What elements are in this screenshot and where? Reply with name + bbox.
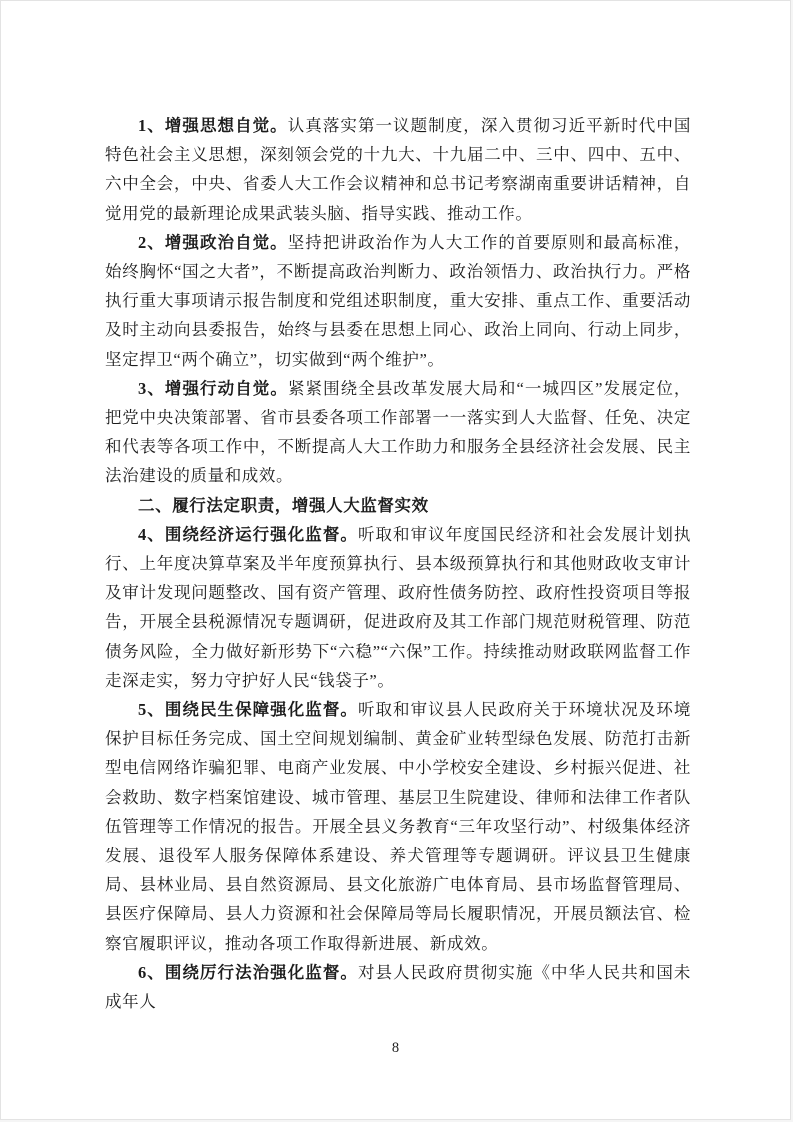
paragraph-5-text: 听取和审议县人民政府关于环境状况及环境保护目标任务完成、国土空间规划编制、黄金矿业转型绿色发展、防范打击新型电信网络诈骗犯罪、电商产业发展、中小学校安全建设、乡村振兴促进、社会救助、数字档案馆建设、城市管理、基层卫生院建设、律师和法律工作者队伍管理等工作情况的报告。开展全县义务教育“三年攻坚行动”、村级集体经济发展、退役军人服务保障体系建设、养犬管理等专题调研。评议县卫生健康局、县林业局、县自然资源局、县文化旅游广电体育局、县市场监督管理局、县医疗保障局、县人力资源和社会保障局等局长履职情况，开展员额法官、检察官履职评议，推动各项工作取得新进展、新成效。 <box>105 700 691 953</box>
paragraph-4-text: 听取和审议年度国民经济和社会发展计划执行、上年度决算草案及半年度预算执行、县本级预算执行和其他财政收支审计及审计发现问题整改、国有资产管理、政府性债务防控、政府性投资项目等报告，开展全县税源情况专题调研，促进政府及其工作部门规范财税管理、防范债务风险，全力做好新形势下“六稳”“六保”工作。持续推动财政联网监督工作走深走实，努力守护好人民“钱袋子”。 <box>105 524 691 690</box>
section-heading-2: 二、履行法定职责，增强人大监督实效 <box>138 495 429 515</box>
paragraph-3-lead: 3、增强行动自觉。 <box>138 378 288 398</box>
paragraph-5 <box>105 695 691 958</box>
paragraph-6 <box>105 958 691 1016</box>
paragraph-4-lead: 4、围绕经济运行强化监督。 <box>138 524 358 544</box>
paragraph-2 <box>105 228 691 374</box>
paragraph-3-text: 紧紧围绕全县改革发展大局和“一城四区”发展定位，把党中央决策部署、省市县委各项工作部署一一落实到人大监督、任免、决定和代表等各项工作中，不断提高人大工作助力和服务全县经济社会发展、民主法治建设的质量和成效。 <box>105 378 691 486</box>
paragraph-1-lead: 1、增强思想自觉。 <box>138 116 288 135</box>
paragraph-1 <box>105 111 691 228</box>
paragraph-6-text: 对县人民政府贯彻实施《中华人民共和国未成年人 <box>105 962 691 1012</box>
paragraph-5-lead: 5、围绕民生保障强化监督。 <box>138 700 358 720</box>
paragraph-3 <box>105 374 691 491</box>
document-body <box>105 111 691 1016</box>
paragraph-2-lead: 2、增强政治自觉。 <box>138 232 288 252</box>
paragraph-2-text: 坚持把讲政治作为人大工作的首要原则和最高标准，始终胸怀“国之大者”，不断提高政治判断力、政治领悟力、政治执行力。严格执行重大事项请示报告制度和党组述职制度，重大安排、重点工作、重要活动及时主动向县委报告，始终与县委在思想上同心、政治上同向、行动上同步，坚定捍卫“两个确立”，切实做到“两个维护”。 <box>105 232 691 369</box>
paragraph-1-text: 认真落实第一议题制度，深入贯彻习近平新时代中国特色社会主义思想，深刻领会党的十九大、十九届二中、三中、四中、五中、六中全会，中央、省委人大工作会议精神和总书记考察湖南重要讲话精神，自觉用党的最新理论成果武装头脑、指导实践、推动工作。 <box>105 116 691 223</box>
paragraph-6-lead: 6、围绕厉行法治强化监督。 <box>138 962 358 982</box>
paragraph-4 <box>105 520 691 695</box>
page-number: 8 <box>391 1040 400 1056</box>
